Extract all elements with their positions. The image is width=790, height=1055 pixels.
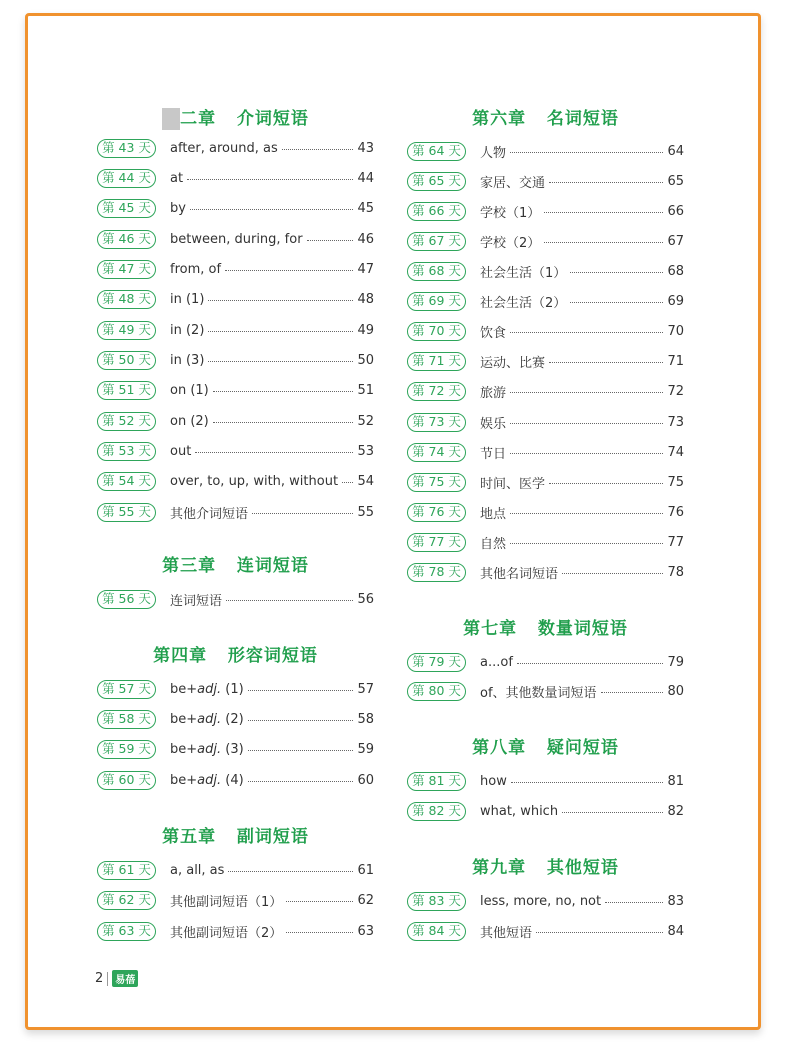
toc-entry[interactable] — [407, 651, 684, 673]
toc-entry[interactable] — [97, 228, 374, 250]
day-badge: 第 76 天 — [407, 503, 466, 522]
page-number-ref: 63 — [357, 923, 374, 939]
day-badge: 第 79 天 — [407, 653, 466, 672]
day-badge: 第 73 天 — [407, 413, 466, 432]
toc-entry[interactable] — [97, 588, 374, 610]
entry-title: what, which — [480, 803, 559, 819]
page-number-ref: 72 — [667, 383, 684, 399]
entry-title: less, more, no, not — [480, 893, 602, 909]
dot-leader — [208, 360, 353, 362]
toc-entry[interactable] — [407, 290, 684, 312]
day-badge: 第 62 天 — [97, 891, 156, 910]
dot-leader — [510, 452, 663, 454]
page-number-ref: 84 — [667, 923, 684, 939]
toc-entry[interactable] — [407, 501, 684, 523]
page-number-ref: 58 — [357, 711, 374, 727]
day-badge: 第 59 天 — [97, 740, 156, 759]
toc-entry[interactable] — [97, 920, 374, 942]
page-number-ref: 45 — [357, 200, 374, 216]
entry-title: 家居、交通 — [480, 175, 546, 191]
toc-entry[interactable] — [407, 920, 684, 942]
dot-leader — [307, 239, 353, 241]
day-badge: 第 45 天 — [97, 199, 156, 218]
page-number-ref: 82 — [667, 803, 684, 819]
entry-title — [170, 682, 244, 697]
page-number-ref: 78 — [667, 564, 684, 580]
toc-entry[interactable] — [407, 411, 684, 433]
entry-title: 地点 — [480, 506, 507, 522]
dot-leader — [549, 482, 663, 484]
day-badge: 第 55 天 — [97, 503, 156, 522]
toc-entry[interactable] — [97, 501, 374, 523]
entry-title: 其他短语 — [480, 925, 533, 941]
toc-entry[interactable] — [407, 471, 684, 493]
chapter-title: 第九章 其他短语 — [472, 858, 619, 878]
day-badge: 第 63 天 — [97, 922, 156, 941]
dot-leader — [208, 330, 353, 332]
entry-title: 其他名词短语 — [480, 566, 559, 582]
entry-title — [170, 742, 244, 757]
entry-title-italic: adj. — [197, 681, 222, 697]
chapter-title: 第四章 形容词短语 — [153, 646, 318, 666]
toc-entry[interactable] — [97, 859, 374, 881]
page-number-ref: 43 — [357, 140, 374, 156]
entry-title: on (2) — [170, 413, 209, 429]
dot-leader — [605, 901, 663, 903]
chapter-heading — [97, 645, 374, 667]
toc-entry[interactable] — [407, 680, 684, 702]
entry-title: a...of — [480, 654, 513, 670]
entry-title: 学校（1） — [480, 205, 541, 221]
dot-leader — [248, 689, 353, 691]
dot-leader — [570, 301, 663, 303]
toc-entry[interactable] — [97, 258, 374, 280]
dot-leader — [248, 719, 353, 721]
entry-title: 旅游 — [480, 385, 507, 401]
entry-title: in (3) — [170, 352, 205, 368]
toc-entry[interactable] — [97, 349, 374, 371]
entry-title — [170, 773, 244, 788]
day-badge: 第 70 天 — [407, 322, 466, 341]
entry-title-prefix: be+ — [170, 772, 198, 788]
day-badge: 第 66 天 — [407, 202, 466, 221]
toc-entry[interactable] — [97, 678, 374, 700]
dot-leader — [544, 241, 663, 243]
dot-leader — [601, 691, 663, 693]
chapter-heading — [97, 555, 374, 577]
day-badge: 第 50 天 — [97, 351, 156, 370]
day-badge: 第 60 天 — [97, 771, 156, 790]
page-number-ref: 62 — [357, 892, 374, 908]
entry-title: 连词短语 — [170, 593, 223, 609]
toc-entry[interactable] — [97, 379, 374, 401]
day-badge: 第 52 天 — [97, 412, 156, 431]
page-number-ref: 73 — [667, 414, 684, 430]
page-number-ref: 81 — [667, 773, 684, 789]
entry-title-suffix: (3) — [221, 741, 244, 757]
toc-entry[interactable] — [407, 531, 684, 553]
page-number-ref: 83 — [667, 893, 684, 909]
toc-entry[interactable] — [407, 320, 684, 342]
dot-leader — [510, 151, 663, 153]
page-number-ref: 76 — [667, 504, 684, 520]
page-number-ref: 60 — [357, 772, 374, 788]
toc-entry[interactable] — [97, 470, 374, 492]
entry-title: a, all, as — [170, 862, 225, 878]
day-badge: 第 80 天 — [407, 682, 466, 701]
toc-entry[interactable] — [407, 230, 684, 252]
page-number-ref: 79 — [667, 654, 684, 670]
toc-entry[interactable] — [407, 561, 684, 583]
toc-entry[interactable] — [407, 890, 684, 912]
chapter-title: 第六章 名词短语 — [472, 109, 619, 129]
entry-title: from, of — [170, 261, 222, 277]
dot-leader — [544, 211, 663, 213]
page-number-ref: 69 — [667, 293, 684, 309]
page-number-ref: 52 — [357, 413, 374, 429]
toc-entry[interactable] — [407, 260, 684, 282]
day-badge: 第 81 天 — [407, 772, 466, 791]
day-badge: 第 61 天 — [97, 861, 156, 880]
chapter-heading — [407, 737, 684, 759]
entry-title-prefix: be+ — [170, 711, 198, 727]
day-badge: 第 47 天 — [97, 260, 156, 279]
entry-title: at — [170, 170, 184, 186]
day-badge: 第 71 天 — [407, 352, 466, 371]
entry-title-prefix: be+ — [170, 681, 198, 697]
day-badge: 第 46 天 — [97, 230, 156, 249]
entry-title: 其他介词短语 — [170, 506, 249, 522]
chapter-title: 第七章 数量词短语 — [463, 619, 628, 639]
page-number-ref: 74 — [667, 444, 684, 460]
dot-leader — [286, 931, 353, 933]
dot-leader — [252, 512, 353, 514]
day-badge: 第 54 天 — [97, 472, 156, 491]
day-badge: 第 65 天 — [407, 172, 466, 191]
entry-title-italic: adj. — [197, 772, 222, 788]
page-number-ref: 47 — [357, 261, 374, 277]
dot-leader — [510, 422, 663, 424]
dot-leader — [248, 749, 353, 751]
dot-leader — [190, 208, 353, 210]
entry-title: 饮食 — [480, 325, 507, 341]
dot-leader — [187, 178, 353, 180]
page-number-ref: 56 — [357, 591, 374, 607]
publisher-logo: 易蓓 — [112, 970, 138, 987]
chapter-title: 第三章 连词短语 — [162, 556, 309, 576]
chapter-heading — [407, 618, 684, 640]
entry-title — [170, 712, 244, 727]
dot-leader — [195, 451, 353, 453]
day-badge: 第 57 天 — [97, 680, 156, 699]
dot-leader — [225, 269, 353, 271]
entry-title: 节日 — [480, 446, 507, 462]
chapter-heading — [97, 826, 374, 848]
day-badge: 第 68 天 — [407, 262, 466, 281]
entry-title: 其他副词短语（2） — [170, 925, 283, 941]
entry-title: how — [480, 773, 507, 789]
page-number-ref: 65 — [667, 173, 684, 189]
entry-title-italic: adj. — [197, 711, 222, 727]
page-number-ref: 61 — [357, 862, 374, 878]
entry-title: between, during, for — [170, 231, 303, 247]
entry-title: 娱乐 — [480, 416, 507, 432]
toc-entry[interactable] — [97, 440, 374, 462]
page-number-ref: 50 — [357, 352, 374, 368]
toc-entry[interactable] — [407, 170, 684, 192]
day-badge: 第 83 天 — [407, 892, 466, 911]
page-number-ref: 75 — [667, 474, 684, 490]
page-number-ref: 71 — [667, 353, 684, 369]
toc-entry[interactable] — [407, 441, 684, 463]
toc-entry[interactable] — [97, 197, 374, 219]
entry-title: 社会生活（1） — [480, 265, 567, 281]
day-badge: 第 53 天 — [97, 442, 156, 461]
dot-leader — [286, 900, 353, 902]
day-badge: 第 64 天 — [407, 142, 466, 161]
day-badge: 第 56 天 — [97, 590, 156, 609]
dot-leader — [562, 572, 663, 574]
dot-leader — [342, 481, 353, 483]
page-number-ref: 53 — [357, 443, 374, 459]
dot-leader — [226, 599, 353, 601]
dot-leader — [510, 391, 663, 393]
day-badge: 第 43 天 — [97, 139, 156, 158]
toc-entry[interactable] — [407, 200, 684, 222]
entry-title-italic: adj. — [197, 741, 222, 757]
entry-title-suffix: (1) — [221, 681, 244, 697]
toc-entry[interactable] — [97, 288, 374, 310]
entry-title: 学校（2） — [480, 235, 541, 251]
dot-leader — [549, 361, 663, 363]
dot-leader — [213, 421, 353, 423]
page-number-ref: 59 — [357, 741, 374, 757]
entry-title: out — [170, 443, 192, 459]
chapter-title: 第五章 副词短语 — [162, 827, 309, 847]
toc-entry[interactable] — [407, 140, 684, 162]
toc-entry[interactable] — [407, 350, 684, 372]
footer-separator — [107, 972, 108, 986]
toc-entry[interactable] — [407, 380, 684, 402]
page-number-ref: 55 — [357, 504, 374, 520]
day-badge: 第 51 天 — [97, 381, 156, 400]
page-number-ref: 70 — [667, 323, 684, 339]
toc-entry[interactable] — [97, 137, 374, 159]
dot-leader — [213, 390, 353, 392]
page-number-ref: 49 — [357, 322, 374, 338]
page-number-ref: 46 — [357, 231, 374, 247]
entry-title-prefix: be+ — [170, 741, 198, 757]
toc-entry[interactable] — [97, 410, 374, 432]
chapter-heading — [407, 857, 684, 879]
entry-title: by — [170, 200, 186, 216]
page-number-ref: 48 — [357, 291, 374, 307]
toc-entry[interactable] — [97, 319, 374, 341]
dot-leader — [510, 512, 663, 514]
dot-leader — [511, 781, 663, 783]
dot-leader — [228, 870, 353, 872]
page-number-ref: 57 — [357, 681, 374, 697]
chapter-title: 二章 介词短语 — [180, 109, 309, 129]
dot-leader — [536, 931, 663, 933]
day-badge: 第 69 天 — [407, 292, 466, 311]
chapter-heading — [97, 108, 374, 130]
page-number-ref: 64 — [667, 143, 684, 159]
day-badge: 第 48 天 — [97, 290, 156, 309]
page-number-ref: 68 — [667, 263, 684, 279]
entry-title: in (2) — [170, 322, 205, 338]
toc-entry[interactable] — [97, 167, 374, 189]
dot-leader — [282, 148, 353, 150]
entry-title-suffix: (4) — [221, 772, 244, 788]
entry-title: 时间、医学 — [480, 476, 546, 492]
page-number-ref: 51 — [357, 382, 374, 398]
dot-leader — [510, 331, 663, 333]
entry-title-suffix: (2) — [221, 711, 244, 727]
day-badge: 第 67 天 — [407, 232, 466, 251]
dot-leader — [248, 780, 353, 782]
entry-title: 运动、比赛 — [480, 355, 546, 371]
page-number-ref: 66 — [667, 203, 684, 219]
day-badge: 第 75 天 — [407, 473, 466, 492]
entry-title: 人物 — [480, 145, 507, 161]
toc-entry[interactable] — [97, 708, 374, 730]
entry-title: after, around, as — [170, 140, 278, 156]
day-badge: 第 49 天 — [97, 321, 156, 340]
toc-entry[interactable] — [97, 889, 374, 911]
toc-entry[interactable] — [97, 769, 374, 791]
entry-title: on (1) — [170, 382, 209, 398]
toc-entry[interactable] — [407, 800, 684, 822]
dot-leader — [510, 542, 663, 544]
page-number-ref: 44 — [357, 170, 374, 186]
entry-title: 其他副词短语（1） — [170, 894, 283, 910]
day-badge: 第 72 天 — [407, 382, 466, 401]
page-number: 2 — [95, 971, 104, 986]
entry-title: over, to, up, with, without — [170, 473, 339, 489]
dot-leader — [562, 811, 663, 813]
day-badge: 第 84 天 — [407, 922, 466, 941]
page-footer — [95, 970, 138, 987]
dot-leader — [517, 662, 663, 664]
day-badge: 第 78 天 — [407, 563, 466, 582]
page-number-ref: 80 — [667, 683, 684, 699]
day-badge: 第 74 天 — [407, 443, 466, 462]
page-number-ref: 54 — [357, 473, 374, 489]
entry-title: 社会生活（2） — [480, 295, 567, 311]
toc-entry[interactable] — [97, 738, 374, 760]
chapter-prefix-highlight: 第 — [162, 109, 181, 129]
day-badge: 第 82 天 — [407, 802, 466, 821]
dot-leader — [570, 271, 663, 273]
page-number-ref: 77 — [667, 534, 684, 550]
day-badge: 第 58 天 — [97, 710, 156, 729]
entry-title: in (1) — [170, 291, 205, 307]
entry-title: of、其他数量词短语 — [480, 685, 597, 701]
day-badge: 第 44 天 — [97, 169, 156, 188]
page-number-ref: 67 — [667, 233, 684, 249]
entry-title: 自然 — [480, 536, 507, 552]
dot-leader — [208, 299, 353, 301]
day-badge: 第 77 天 — [407, 533, 466, 552]
dot-leader — [549, 181, 663, 183]
chapter-title: 第八章 疑问短语 — [472, 738, 619, 758]
toc-entry[interactable] — [407, 770, 684, 792]
chapter-heading — [407, 108, 684, 130]
